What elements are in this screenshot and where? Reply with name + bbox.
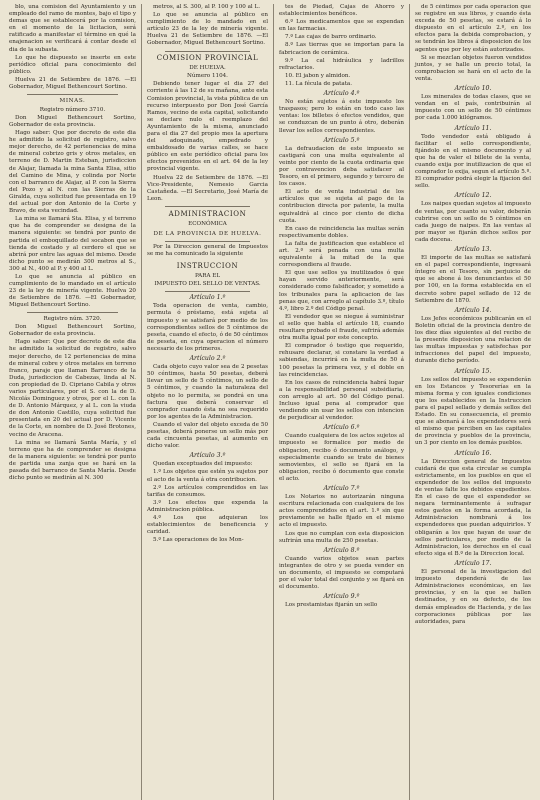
section-heading-minas: MINAS. (59, 97, 86, 104)
paragraph: Los minerales de todas clases, que se vendan en el país, contribuirán al impuesto con un sello de 50 céntimos por cada 1.000 kilógramos. (415, 94, 531, 122)
registry-title: Registro núm. 3720. (43, 316, 102, 323)
article-heading: Artículo 11. (454, 124, 492, 132)
paragraph: Don Miguel Bethencourt Sortino, Gobernador de esta provincia. (9, 324, 136, 338)
signature: Huelva 21 de Setiembre de 1876. —El Gobernador, Miguel Bethencourt Sortino. (9, 76, 136, 91)
divider (165, 241, 250, 242)
paragraph: El comprador ó testigo que requerido, rehusare declarar, si constare la verdad a sabiendas, incurrirá en la multa de 50 á 100 pesetas la primera vez, y el doble en las reincidencias. (279, 343, 404, 378)
article-heading: Artículo 6.º (323, 424, 360, 432)
article-heading: Artículo 9.º (323, 593, 360, 601)
paragraph: 3.º Los efectos que expenda la Administracion pública. (147, 499, 268, 513)
article-heading: Artículo 16. (454, 449, 492, 457)
text-columns (4, 4, 536, 800)
paragraph: 7.º Las cajas de barro ordinario. (285, 34, 377, 41)
article-heading: Artículo 13. (454, 246, 492, 253)
paragraph: El acto de venta industrial de los artículos que se sujeta al pago de la contribucion directa por patente, la multa equivaldrá al cinco por ciento de dicha cuota. (279, 189, 404, 224)
paragraph: Cuando el valor del objeto exceda de 50 pesetas, deberá ponerse un sello más por cada cincuenta pesetas, al aumento en dicho valor. (147, 421, 268, 450)
paragraph: El personal de la investigacion del impuesto dependerá de las Administraciones económicas, en las provincias, y en la que se hallen destinados, y en su defecto, de los demás empleados de Hacienda, y de las corporaciones públicas por las autoridades, para (415, 569, 531, 625)
paragraph: Los sellos del impuesto se expenderán en los Estancos y Tesorerías en la misma forma y con iguales condiciones que los establecidos en la Instruccion para el papel sellado y demás sellos del Estado. En su consecuencia, el premio que se abonará á los expendedores será el mismo que perciben en las capitales de provincia y pueblos de la provincia, un 3 por ciento en los demás pueblos. (415, 376, 531, 447)
paragraph: metros, al S. 300, al P. 100 y 100 al L. (153, 4, 260, 10)
divider (165, 51, 250, 52)
article-heading: Artículo 3.º (189, 452, 226, 460)
paragraph: No están sujetos á este impuesto los traspasos; pero lo están en todo caso las ventas: los billetes ó efectos vendidos, que se conduzcan de un punto á otro, deberán llevar los sellos correspondientes. (279, 99, 404, 134)
paragraph: 6.º Los medicamentos que se expendan en las farmacias. (279, 19, 404, 33)
paragraph: Lo que se anuncia al público en cumplimiento de lo mandado en el artículo 23 de la ley de minería vigente. Huelva 21 de Setiembre de 1876. —El Gobernador, Miguel Bethencourt Sortino. (147, 12, 268, 47)
instruction-subheading: PARA EL (194, 272, 221, 279)
paragraph: La falta de justificacion que establece el art. 2.º será penada con una multa equivalente á la mitad de la que correspondiera al fraude. (279, 240, 404, 269)
paragraph: Cada objeto cuyo valor sea de 2 pesetas 50 céntimos, hasta 50 pesetas, deberá llevar un sello de 5 céntimos, un sello de 5 céntimos, y cuando la naturaleza del objeto no lo permita, se pondrá en una factura que deberá conservar el comprador cuando ésta no sea requerido por los agentes de la Administracion. (147, 364, 268, 420)
paragraph: Debiendo tener lugar el dia 27 del corriente á las 12 de su mañana, ante esta Comision provincial, la vista pública de un recurso interpuesto por Don José García Ramos, vecino de esta capital, solicitando se declare nulo el reemplazo del Ayuntamiento de la misma, anunciado para el dia 27 del propio mes la apertura del adoquinado, empedrado y embaldosado de varias calles, se hace público en este periódico oficial para los efectos prevenidos en el art. 64 de la ley provincial vigente. (147, 81, 268, 173)
article-heading: Artículo 8.º (323, 546, 360, 554)
paragraph: Don Miguel Bethencourt Sortino, Gobernador de esta provincia. (9, 114, 136, 128)
paragraph: El vendedor que se niegue á suministrar el sello que habla el artículo 18, cuando resultare probado el fraude, sufrirá además otra multa igual por este concepto. (279, 313, 404, 342)
paragraph: de 5 céntimos por cada operacion que se registre en sus libros, y cuando ésta exceda de 50 pesetas, se estará á lo dispuesto en el artículo 2.º, en los efectos para la debida comprobacion, y se tendrán los libros á disposicion de los agentes que por ley están autorizados. (415, 4, 531, 53)
paragraph: Cuando cualquiera de los actos sujetos al impuesto se formalice por medio de obligacion, recibo ó documento análogo, y especialmente cuando se trate de bienes semovientes, el sello se fijará en la obligacion, recibo ó documento que conste el acto. (279, 433, 404, 482)
article-heading: Artículo 14. (454, 306, 492, 314)
notice-number: Número 1104. (187, 73, 228, 80)
section-heading-comision: COMISION PROVINCIAL (156, 54, 259, 63)
registry-title: Registro número 3710. (39, 106, 106, 113)
paragraph: Toda operacion de venta, cambio, permuta ó préstamo, está sujeta al impuesto y se satisfará por medio de los correspondientes sellos de 5 céntimos de peseta, cuando el efecto, ó de 50 céntimos de peseta, en cuya operacion el número necesario de los primeros. (147, 303, 268, 352)
instruction-heading: INSTRUCCION (176, 261, 239, 270)
section-subheading: DE LA PROVINCIA DE HUELVA. (153, 230, 262, 237)
article-heading: Artículo 5.º (323, 136, 360, 144)
article-heading: Artículo 12. (454, 192, 492, 200)
paragraph: Hago saber: Que por decreto de este dia he admitido la solicitud de registro, salvo mejor derecho, de 42 pertenencias de mina de mineral cobrizo gris y otros metales, en terreno de D. Martin Esteban, jurisdiccion de Alajar, llamada la mina Santa Elisa, sitio del Camino de Mina, y colinda por Norte con el barranco de Alajar, al P. con la Sierra del Pozo y al N. con las Sierras de la Giralda, cuya solicitud fue presentada en 19 del actual por don Antonio de la Corte y Bravo, de esta vecindad. (9, 130, 136, 215)
divider (27, 94, 118, 95)
column-4 (409, 4, 536, 800)
column-3 (273, 4, 409, 800)
paragraph: 11. La fécula de patata. (285, 80, 353, 87)
article-heading: Artículo 7.º (323, 485, 360, 492)
divider (165, 206, 250, 207)
article-heading: Artículo 1.º (189, 294, 226, 302)
instruction-subheading: IMPUESTO DEL SELLO DE VENTAS. (154, 280, 261, 287)
paragraph: blo, una comision del Ayuntamiento y un empleado del ramo de montes, bajo el tipo y demas que se establecerá por la comision, en el momento de la licitacion, será ratificado a manifestar el término en qué la enajenacion se verificará á contar desde el dia de la subasta. (9, 4, 136, 53)
article-heading: Artículo 2.º (189, 355, 226, 363)
signature: Huelva 22 de Setiembre de 1876. —El Vice-Presidente, Nemesio Garcia Castañeda. —El Secretario, José María de Leon. (147, 174, 268, 202)
paragraph: 2.º Los artículos comprendidos en las tarifas de consumos. (147, 484, 268, 498)
section-subheading: ECONÓMICA (188, 220, 227, 227)
article-heading: Artículo 10. (454, 85, 492, 93)
section-heading-administracion: ADMINISTRACION (168, 209, 247, 218)
paragraph: En los casos de reincidencia habrá lugar a la responsabilidad personal subsidiaria, con arreglo al art. 50 del Código penal. Incluso igual pena al comprador que vendiendo sin usar los sellos con intencion de perjudicar al vendedor. (279, 379, 404, 422)
divider (165, 291, 250, 292)
article-heading: Artículo 17. (454, 559, 492, 567)
paragraph: Los Jefes económicos publicarán en el Boletin oficial de la provincia dentro de los diez días siguientes al del recibo de la presente disposicion una relacion de las multas impuestas y satisfechas por infracciones del papel del impuesto, durante dicho período. (415, 315, 531, 365)
paragraph: Por la Direccion general de Impuestos se me ha comunicado la siguiente (147, 244, 268, 258)
paragraph: 4.º Los que adquieran los establecimientos de beneficencia y caridad. (147, 515, 268, 536)
column-1 (4, 4, 141, 800)
paragraph: 9.º La cal hidráulica y ladrillos refractarios. (279, 57, 404, 71)
section-subheading: DE HUELVA. (189, 65, 226, 72)
paragraph: Lo que he dispuesto se inserte en este periódico oficial para conocimiento del público. (9, 54, 136, 75)
article-heading: Artículo 15. (454, 367, 492, 375)
paragraph: La mina se llamará Sta. Elisa, y el terreno que ha de comprender se designa de la manera siguiente: se tendrá por punto de partida el emboquillado del socabon que se tienda de costado y al cerdero el que se abrirá por entre las aguas del mismo. Desde dicho punto se medirán 300 metros al S., 300 al N., 400 al P. y 400 al L. (9, 216, 136, 272)
paragraph: 1.º Los objetos que estén ya sujetos por el acto de la venta á otra contribucion. (147, 469, 268, 483)
paragraph: Los naipes quedan sujetos al impuesto de ventas, por cuanto su valor, deberán cubrirse con un sello de 5 céntimos en cada juego de naipes. En las ventas al por mayor se fijarán dichos sellos por cada docena. (415, 201, 531, 243)
paragraph: Los que no cumplan con esta disposicion sufrirán una multa de 250 pesetas. (279, 530, 404, 544)
paragraph: En caso de reincidencia las multas serán respectivamente dobles. (279, 225, 404, 239)
paragraph: La defraudacion de este impuesto se castigará con una multa equivalente al veinte por ciento de la cuota ordinaria que por contravencion deba satisfacer al Tesoro, en el primero, segundo y tercero de los casos. (279, 145, 404, 188)
paragraph: 5.º Las operaciones de los Mon- (153, 537, 244, 544)
column-2 (141, 4, 273, 800)
paragraph: 8.º Las tierras que se importan para la fabricacion de cerámica. (279, 42, 404, 56)
paragraph: Cuando varios objetos sean partes integrantes de otro y se pueda vender en un documento, el impuesto se computará por el valor total del conjunto y se fijará en el documento. (279, 555, 404, 591)
paragraph: El importe de las multas se satisfará en el papel correspondiente, ingresará íntegro en el Tesoro, sin perjuicio de que se abone á los denunciantes el 50 por 100, en la forma establecida en el decreto sobre papel sellado de 12 de Setiembre de 1870. (415, 255, 531, 304)
paragraph: 10. El jabon y almidon. (285, 72, 351, 79)
paragraph: Quedan exceptuados del impuesto: (153, 461, 253, 468)
paragraph: La mina se llamará Santa María, y el terreno que ha de comprender se designa de la manera siguiente: se tendrá por punto de partida una zanja que se hará en la pasada del barranco de Santa María. Desde dicho punto se medirán al N. 300 (9, 439, 136, 482)
paragraph: La Direccion general de Impuestos cuidará de que esta circular se cumpla estrictamente, en los pueblos en que el expendedor de los sellos del impuesto de ventas falte los debidos expedientes. En el caso de que el expendedor se negara terminantemente á sufragar estos gastos en la forma acordada, la Administracion nombrará á los expendedores que puedan adquirirlos. Y obligarán a los que hayan de usar de sellos particulares, por medio de la Administracion, los derechos en el cual efecto siga el B.º de la Direccion local. (415, 458, 531, 557)
divider (27, 312, 118, 313)
paragraph: Todo vendedor está obligado á facilitar el sello correspondiente, fijándolo en el mismo documento y al que ha de valer el billete de la venta, cuando exija por inutilizacion de que el comprador lo exija, segun el artículo 5.º. El comprador podrá elegir la fijacion del sello. (415, 133, 531, 190)
paragraph: Los prestamistas fijarán un sello (285, 602, 378, 609)
paragraph: tes de Piedad, Cajas de Ahorro y establecimientos benéficos. (279, 4, 404, 18)
paragraph: Hago saber: Que por decreto de este dia he admitido la solicitud de registro, salvo mejor derecho, de 12 pertenencias de mina de mineral cobre y otros metales en terreno franco, paraje que llaman Barranco de la Duda, jurisdiccion de Cabezas, linda al N. con propiedad de D. Cipriano Cabila y otros varios particulares, por el S. con la de D. Nicolás Dominguez y otros, por el L. con la de D. Antonio Márquez, y al L. con la viuda de don Antonio Castillo, cuya solicitud fue presentada en 20 del actual por D. Vicente de la Corte, en nombre de D. José Brotones, vecino de Aracena. (9, 339, 136, 438)
paragraph: Si se mezclan objetos fueron vendidos juntos, y se halle un precio total, la comprobacion se hará en el acto de la venta. (415, 54, 531, 82)
article-heading: Artículo 4.º (323, 90, 360, 98)
paragraph: El que use sellos ya inutilizados ó que hayan servido anteriormente, será considerado como falsificador, y sometido a los tribunales para la aplicacion de las penas que, con arreglo al capítulo 3.º, título 4.º, libro 2.º del Código penal. (279, 270, 405, 312)
paragraph: Lo que se anuncia al público en cumplimiento de lo mandado en el artículo 23 de la ley de minería vigente. Huelva 20 de Setiembre de 1876. —El Gobernador, Miguel Bethencourt Sortino. (9, 273, 136, 309)
paragraph: Los Notarios no autorizarán ninguna escritura relacionada con cualquiera de los actos comprendidos en el art. 1.º sin que previamente se halle fijado en el mismo acto el impuesto. (279, 494, 404, 529)
